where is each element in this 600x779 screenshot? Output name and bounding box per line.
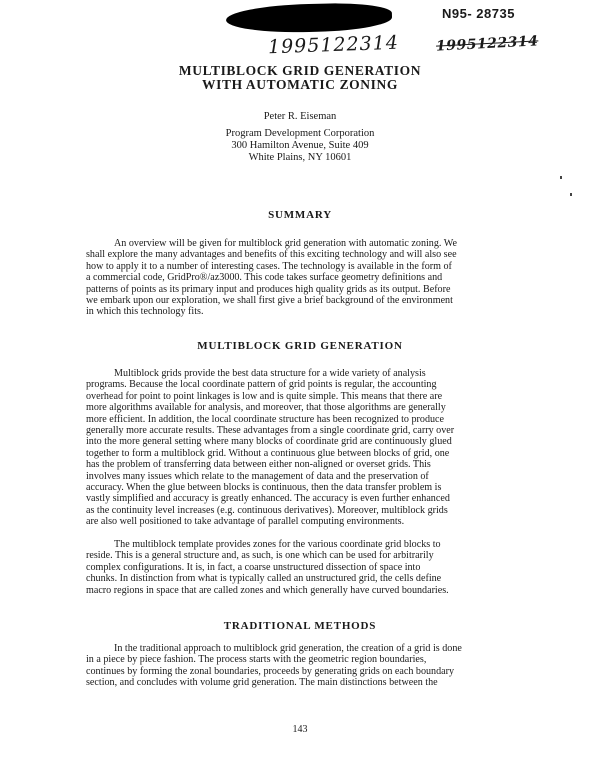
text-line: are also well positioned to take advantage of parallel computing environments.	[86, 516, 405, 528]
title-line-1: MULTIBLOCK GRID GENERATION	[178, 63, 422, 78]
title-line-2: WITH AUTOMATIC ZONING	[202, 77, 398, 92]
traditional-heading: TRADITIONAL METHODS	[223, 620, 377, 632]
text-line: Multiblock grids provide the best data structure for a wide variety of analysis	[114, 368, 426, 379]
text-line: more algorithms available for analysis, and moreover, that those algorithms are generally	[86, 402, 446, 414]
paper-title	[0, 64, 600, 92]
author-name: Peter R. Eiseman	[263, 111, 337, 122]
text-line: a commercial code, GridPro®/az3000. This code takes surface geometry definitions and	[86, 272, 443, 284]
text-line: In the traditional approach to multiblock grid generation, the creation of a grid is done	[114, 643, 462, 654]
text-line: as the continuity level increases (e.g. continuous derivatives). Moreover, multiblock grids	[86, 504, 448, 516]
text-line: The multiblock template provides zones for the various coordinate grid blocks to	[114, 539, 441, 550]
summary-paragraph	[86, 238, 510, 318]
handwritten-document-id-struck: 1995122314	[435, 33, 539, 55]
affiliation-line-3: White Plains, NY 10601	[248, 152, 352, 163]
text-line: programs. Because the local coordinate pattern of grid points is regular, the accounting	[86, 379, 437, 391]
multiblock-paragraph-2	[86, 539, 510, 596]
text-line: vastly simplified and accuracy is greatly enhanced. The accuracy is even further enhanced	[86, 493, 450, 505]
text-line: we embark upon our exploration, we shall first give a brief background of the environment	[86, 294, 453, 306]
page-number: 143	[292, 724, 308, 735]
text-line: macro regions in space that are called zones and which generally have curved boundaries.	[86, 584, 449, 596]
text-line: patterns of points as its primary input and produces high quality grids as its output. Before	[86, 283, 451, 295]
text-line: complex configurations. It is, in fact, a coarse unstructured dissection of space into	[86, 561, 421, 573]
traditional-paragraph	[86, 643, 510, 689]
redaction-mark	[226, 2, 393, 34]
scan-speck	[570, 193, 572, 196]
accession-number: N95- 28735	[442, 6, 515, 21]
handwritten-document-id: 1995122314	[267, 31, 400, 59]
text-line: in which this technology fits.	[86, 306, 204, 318]
multiblock-heading: MULTIBLOCK GRID GENERATION	[197, 340, 403, 352]
summary-heading: SUMMARY	[268, 209, 332, 221]
text-line: how to apply it to a number of interesting cases. The technology is available in the form of	[86, 260, 452, 272]
scan-speck	[560, 176, 562, 179]
multiblock-paragraph-1	[86, 368, 510, 527]
text-line: shall explore the many advantages and benefits of this exciting technology and will also see	[86, 249, 457, 261]
text-line: more efficient. In addition, the local coordinate structure has been recognized to produce	[86, 413, 444, 425]
text-line: together to form a multiblock grid. Without a continuous glue between blocks of grid, one	[86, 447, 450, 459]
text-line: continues by forming the zonal boundaries, proceeds by generating grids on each boundary	[86, 665, 455, 677]
text-line: reside. This is a general structure and, as such, is one which can be used for arbitrarily	[86, 550, 434, 562]
text-line: accuracy. When the glue between blocks is continuous, then the data transfer problem is	[86, 481, 442, 493]
author-affiliation	[0, 128, 600, 164]
text-line: has the problem of transferring data between either non-aligned or overset grids. This	[86, 459, 431, 471]
text-line: into the more general setting where many blocks of coordinate grid are continuously glued	[86, 436, 452, 448]
text-line: involves many issues which relate to the management of data and the preservation of	[86, 470, 429, 482]
text-line: chunks. In distinction from what is typically called an unstructured grid, the cells define	[86, 573, 442, 585]
affiliation-line-1: Program Development Corporation	[225, 128, 375, 139]
text-line: section, and concludes with volume grid generation. The main distinctions between the	[86, 677, 438, 689]
affiliation-line-2: 300 Hamilton Avenue, Suite 409	[231, 140, 369, 151]
text-line: generally more accurate results. These advantages from a single coordinate grid, carry over	[86, 424, 455, 436]
text-line: in a piece by piece fashion. The process starts with the geometric region boundaries,	[86, 654, 427, 666]
text-line: overhead for point to point linkages is low and is quite simple. This means that there are	[86, 390, 443, 402]
text-line: An overview will be given for multiblock grid generation with automatic zoning. We	[114, 238, 457, 249]
